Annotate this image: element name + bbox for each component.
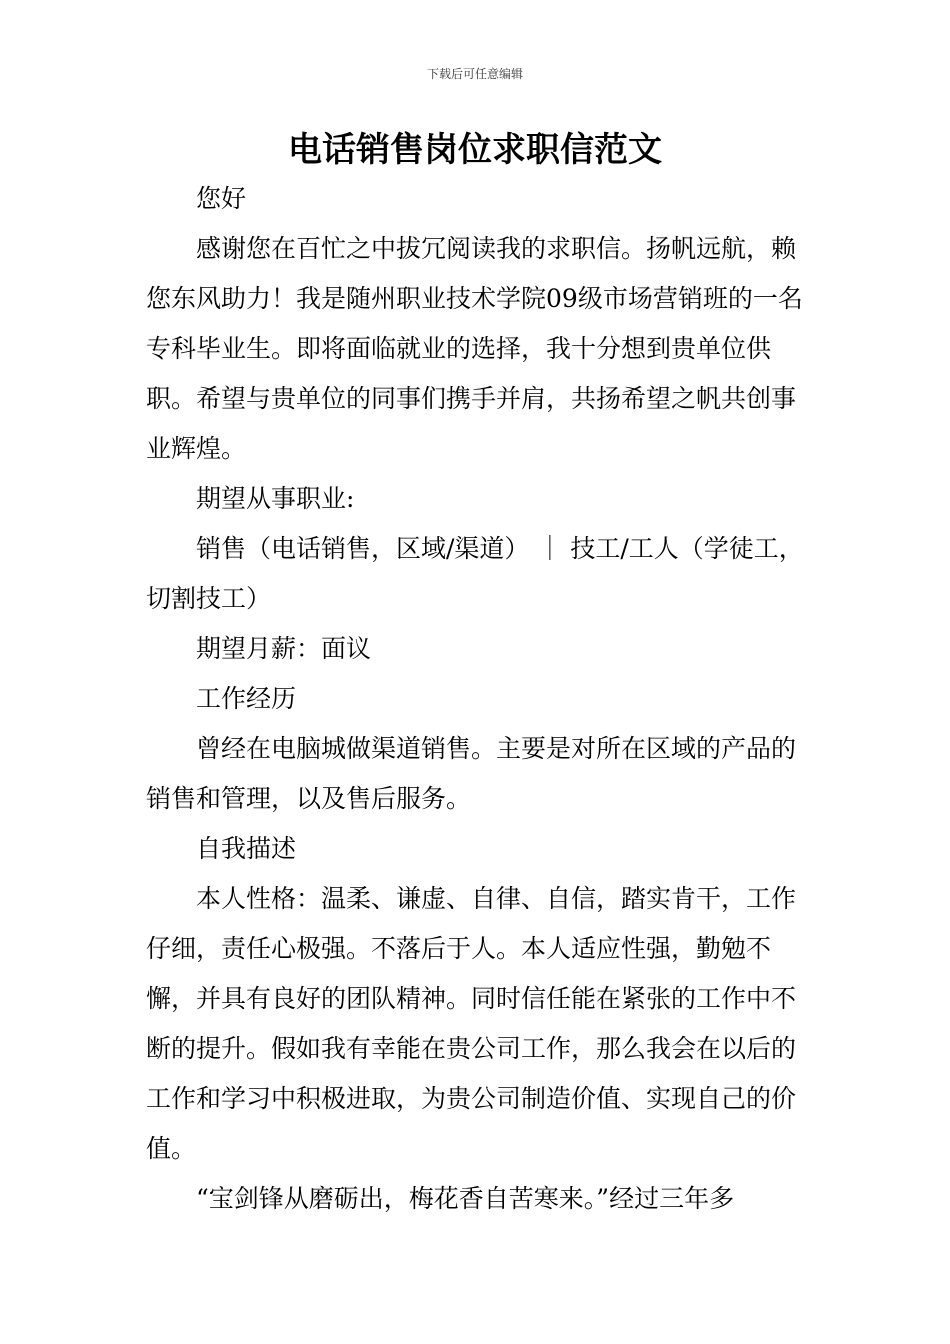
desired-salary: 期望月薪：面议 — [196, 634, 372, 663]
self-description-heading: 自我描述 — [196, 834, 297, 863]
intro-paragraph: 感谢您在百忙之中拔冗阅读我的求职信。扬帆远航，赖您东风助力！我是随州职业技术学院09级市场营销班的一名专科毕业生。即将面临就业的选择，我十分想到贵单位供职。希望与贵单位的同事们携手并肩，共扬希望之帆共创事业辉煌。 — [146, 234, 803, 463]
work-experience-paragraph: 曾经在电脑城做渠道销售。主要是对所在区域的产品的销售和管理，以及售后服务。 — [146, 734, 797, 813]
desired-job-heading: 期望从事职业: — [196, 484, 355, 513]
closing-paragraph: “宝剑锋从磨砺出，梅花香自苦寒来。”经过三年多 — [196, 1184, 735, 1213]
document-title: 电话销售岗位求职信范文 — [288, 130, 662, 170]
work-experience-heading: 工作经历 — [196, 684, 297, 713]
letter-body — [146, 174, 810, 1224]
greeting: 您好 — [196, 184, 247, 213]
desired-job-list: 销售（电话销售，区域/渠道） ｜ 技工/工人（学徒工，切割技工） — [146, 534, 804, 613]
self-description-paragraph: 本人性格：温柔、谦虚、自律、自信，踏实肯干，工作仔细，责任心极强。不落后于人。本人适应性强，勤勉不懈，并具有良好的团队精神。同时信任能在紧张的工作中不断的提升。假如我有幸能在贵公司工作，那么我会在以后的工作和学习中积极进取，为贵公司制造价值、实现自己的价值。 — [146, 884, 797, 1163]
header-note: 下载后可任意编辑 — [426, 67, 523, 81]
